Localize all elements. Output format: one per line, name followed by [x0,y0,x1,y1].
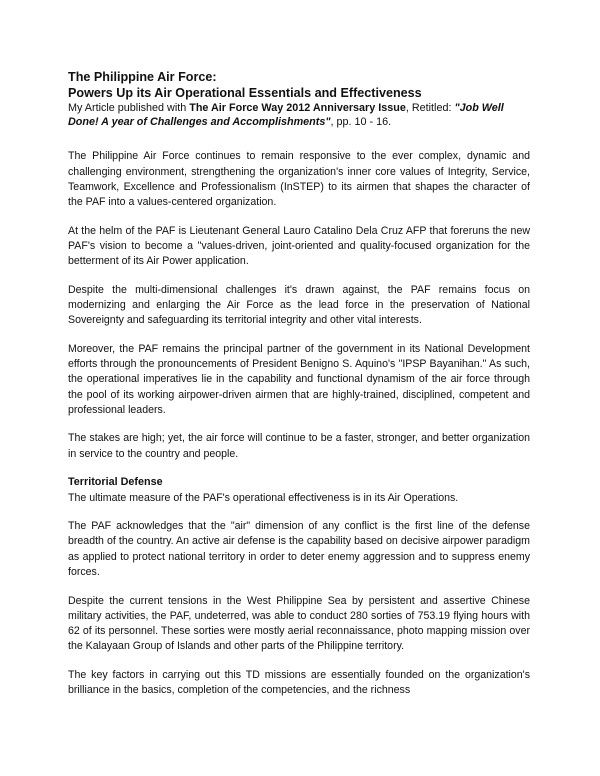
intro-body [68,149,530,461]
paragraph: Despite the current tensions in the West Philippine Sea by persistent and assertive Chinese military activities, the PAF, undeterred, was able to conduct 280 sorties of 753.19 flying hours with 62 of its personnel. These sorties were mostly aerial reconnaissance, photo mapping mission over the Kalayaan Group of Islands and other parts of the Philippine territory. [68,594,530,653]
title-line-2: Powers Up its Air Operational Essentials and Effectiveness [68,85,422,100]
byline-prefix: My Article published with [68,102,190,114]
title-line-1: The Philippine Air Force: [68,70,217,84]
byline-pages: , pp. 10 - 16. [330,116,392,129]
paragraph: The stakes are high; yet, the air force will continue to be a faster, stronger, and better organization in service to the country and people. [68,432,530,460]
paragraph: The Philippine Air Force continues to remain responsive to the ever complex, dynamic and challenging environment, strengthening the organization's inner core values of Integrity, Service, Teamwork, Excellence and Professionalism (InSTEP) to its airmen that shapes the character of the PAF into a values-centered organization. [68,150,530,209]
byline-retitled-label: , Retitled: [405,102,455,114]
section-territorial-defense [68,475,530,698]
paragraph: The key factors in carrying out this TD missions are essentially founded on the organization's brilliance in the basics, completion of the competencies, and the richness [68,668,530,697]
paragraph: At the helm of the PAF is Lieutenant General Lauro Catalino Dela Cruz AFP that foreruns the new PAF's vision to become a "values-driven, joint-oriented and quality-focused organization for the betterment of its Air Power application. [68,224,530,268]
paragraph: Despite the multi-dimensional challenges it's drawn against, the PAF remains focus on modernizing and enlarging the Air Force as the lead force in the preservation of National Sovereignty and safeguarding its territorial integrity and other vital interests. [68,283,530,327]
paragraph: The ultimate measure of the PAF's operational effectiveness is in its Air Operations. [68,491,459,504]
byline [68,101,530,129]
byline-retitled-title: "Job Well Done! A year of Challenges and Accomplishments" [68,102,504,129]
section-heading: Territorial Defense [68,476,163,489]
byline-publication: The Air Force Way 2012 Anniversary Issue [189,102,406,114]
article-header [68,70,530,129]
paragraph: Moreover, the PAF remains the principal partner of the government in its National Development efforts through the pronouncements of President Benigno S. Aquino's "IPSP Bayanihan." As such, the operational imperatives lie in the capability and functional dynamism of the air force through the pool of its working airpower-driven airmen that are highly-trained, disciplined, competent and professional leaders. [68,342,530,416]
document-page [68,70,530,712]
paragraph: The PAF acknowledges that the "air" dimension of any conflict is the first line of the defense breadth of the country. An active air defense is the capability based on decisive airpower paradigm as applied to protect national territory in order to deter enemy aggression and to suppress enemy forces. [68,520,530,578]
